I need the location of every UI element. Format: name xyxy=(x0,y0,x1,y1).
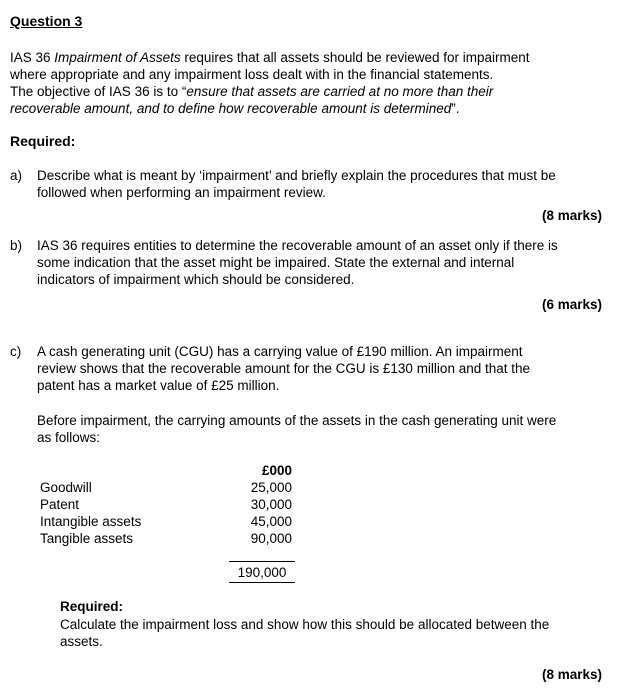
part-b-line-2: some indication that the asset might be impaired. State the external and internal xyxy=(37,255,515,270)
part-a-line-1: Describe what is meant by ‘impairment’ and briefly explain the procedures that must be xyxy=(37,168,556,183)
table-row xyxy=(40,530,300,547)
part-c-required-text xyxy=(60,616,600,650)
part-c-before-text xyxy=(37,412,597,446)
part-c-text xyxy=(37,343,597,394)
row-name: Patent xyxy=(40,497,80,512)
part-a-label: a) xyxy=(10,168,23,183)
intro-paragraph xyxy=(10,49,610,117)
part-c-required-line-1: Calculate the impairment loss and show how this should be allocated between the xyxy=(60,617,550,632)
row-name: Goodwill xyxy=(40,480,92,495)
table-row xyxy=(40,479,300,496)
part-c-before-line-2: as follows: xyxy=(37,430,101,445)
part-b-line-1: IAS 36 requires entities to determine the recoverable amount of an asset only if there is xyxy=(37,238,558,253)
part-c-line-2: review shows that the recoverable amount for the CGU is £130 million and that the xyxy=(37,361,531,376)
part-c-line-1: A cash generating unit (CGU) has a carrying value of £190 million. An impairment xyxy=(37,344,523,359)
table-row xyxy=(40,496,300,513)
table-row xyxy=(40,513,300,530)
part-b-label: b) xyxy=(10,238,23,253)
part-c-line-3: patent has a market value of £25 million. xyxy=(37,378,280,393)
row-name: Tangible assets xyxy=(40,531,134,546)
part-c-before-line-1: Before impairment, the carrying amounts of the assets in the cash generating unit were xyxy=(37,413,557,428)
part-b-line-3: indicators of impairment which should be considered. xyxy=(37,272,355,287)
intro-line-1: IAS 36 Impairment of Assets requires that all assets should be reviewed for impairment xyxy=(10,50,530,65)
part-c-required-heading: Required: xyxy=(60,599,124,614)
table-total: 190,000 xyxy=(237,565,287,580)
part-c-required-line-2: assets. xyxy=(60,634,103,649)
row-value: 30,000 xyxy=(250,497,292,512)
part-b-marks: (6 marks) xyxy=(541,297,602,312)
part-c-label: c) xyxy=(10,344,22,359)
table-header-currency: £000 xyxy=(261,463,292,478)
part-a-marks: (8 marks) xyxy=(541,208,602,223)
required-heading: Required: xyxy=(10,133,76,149)
total-top-rule xyxy=(229,561,295,562)
row-value: 25,000 xyxy=(250,480,292,495)
row-value: 90,000 xyxy=(250,531,292,546)
intro-line-4: recoverable amount, and to define how recoverable amount is determined”. xyxy=(10,101,460,116)
part-b-text xyxy=(37,237,597,288)
row-name: Intangible assets xyxy=(40,514,142,529)
total-bottom-rule xyxy=(229,582,295,583)
intro-line-3: The objective of IAS 36 is to “ensure that assets are carried at no more than their xyxy=(10,84,494,99)
row-value: 45,000 xyxy=(250,514,292,529)
intro-line-2: where appropriate and any impairment loss dealt with in the financial statements. xyxy=(10,67,494,82)
question-title: Question 3 xyxy=(10,13,83,29)
part-a-text xyxy=(37,167,597,201)
part-a-line-2: followed when performing an impairment review. xyxy=(37,185,326,200)
part-c-marks: (8 marks) xyxy=(541,667,602,682)
